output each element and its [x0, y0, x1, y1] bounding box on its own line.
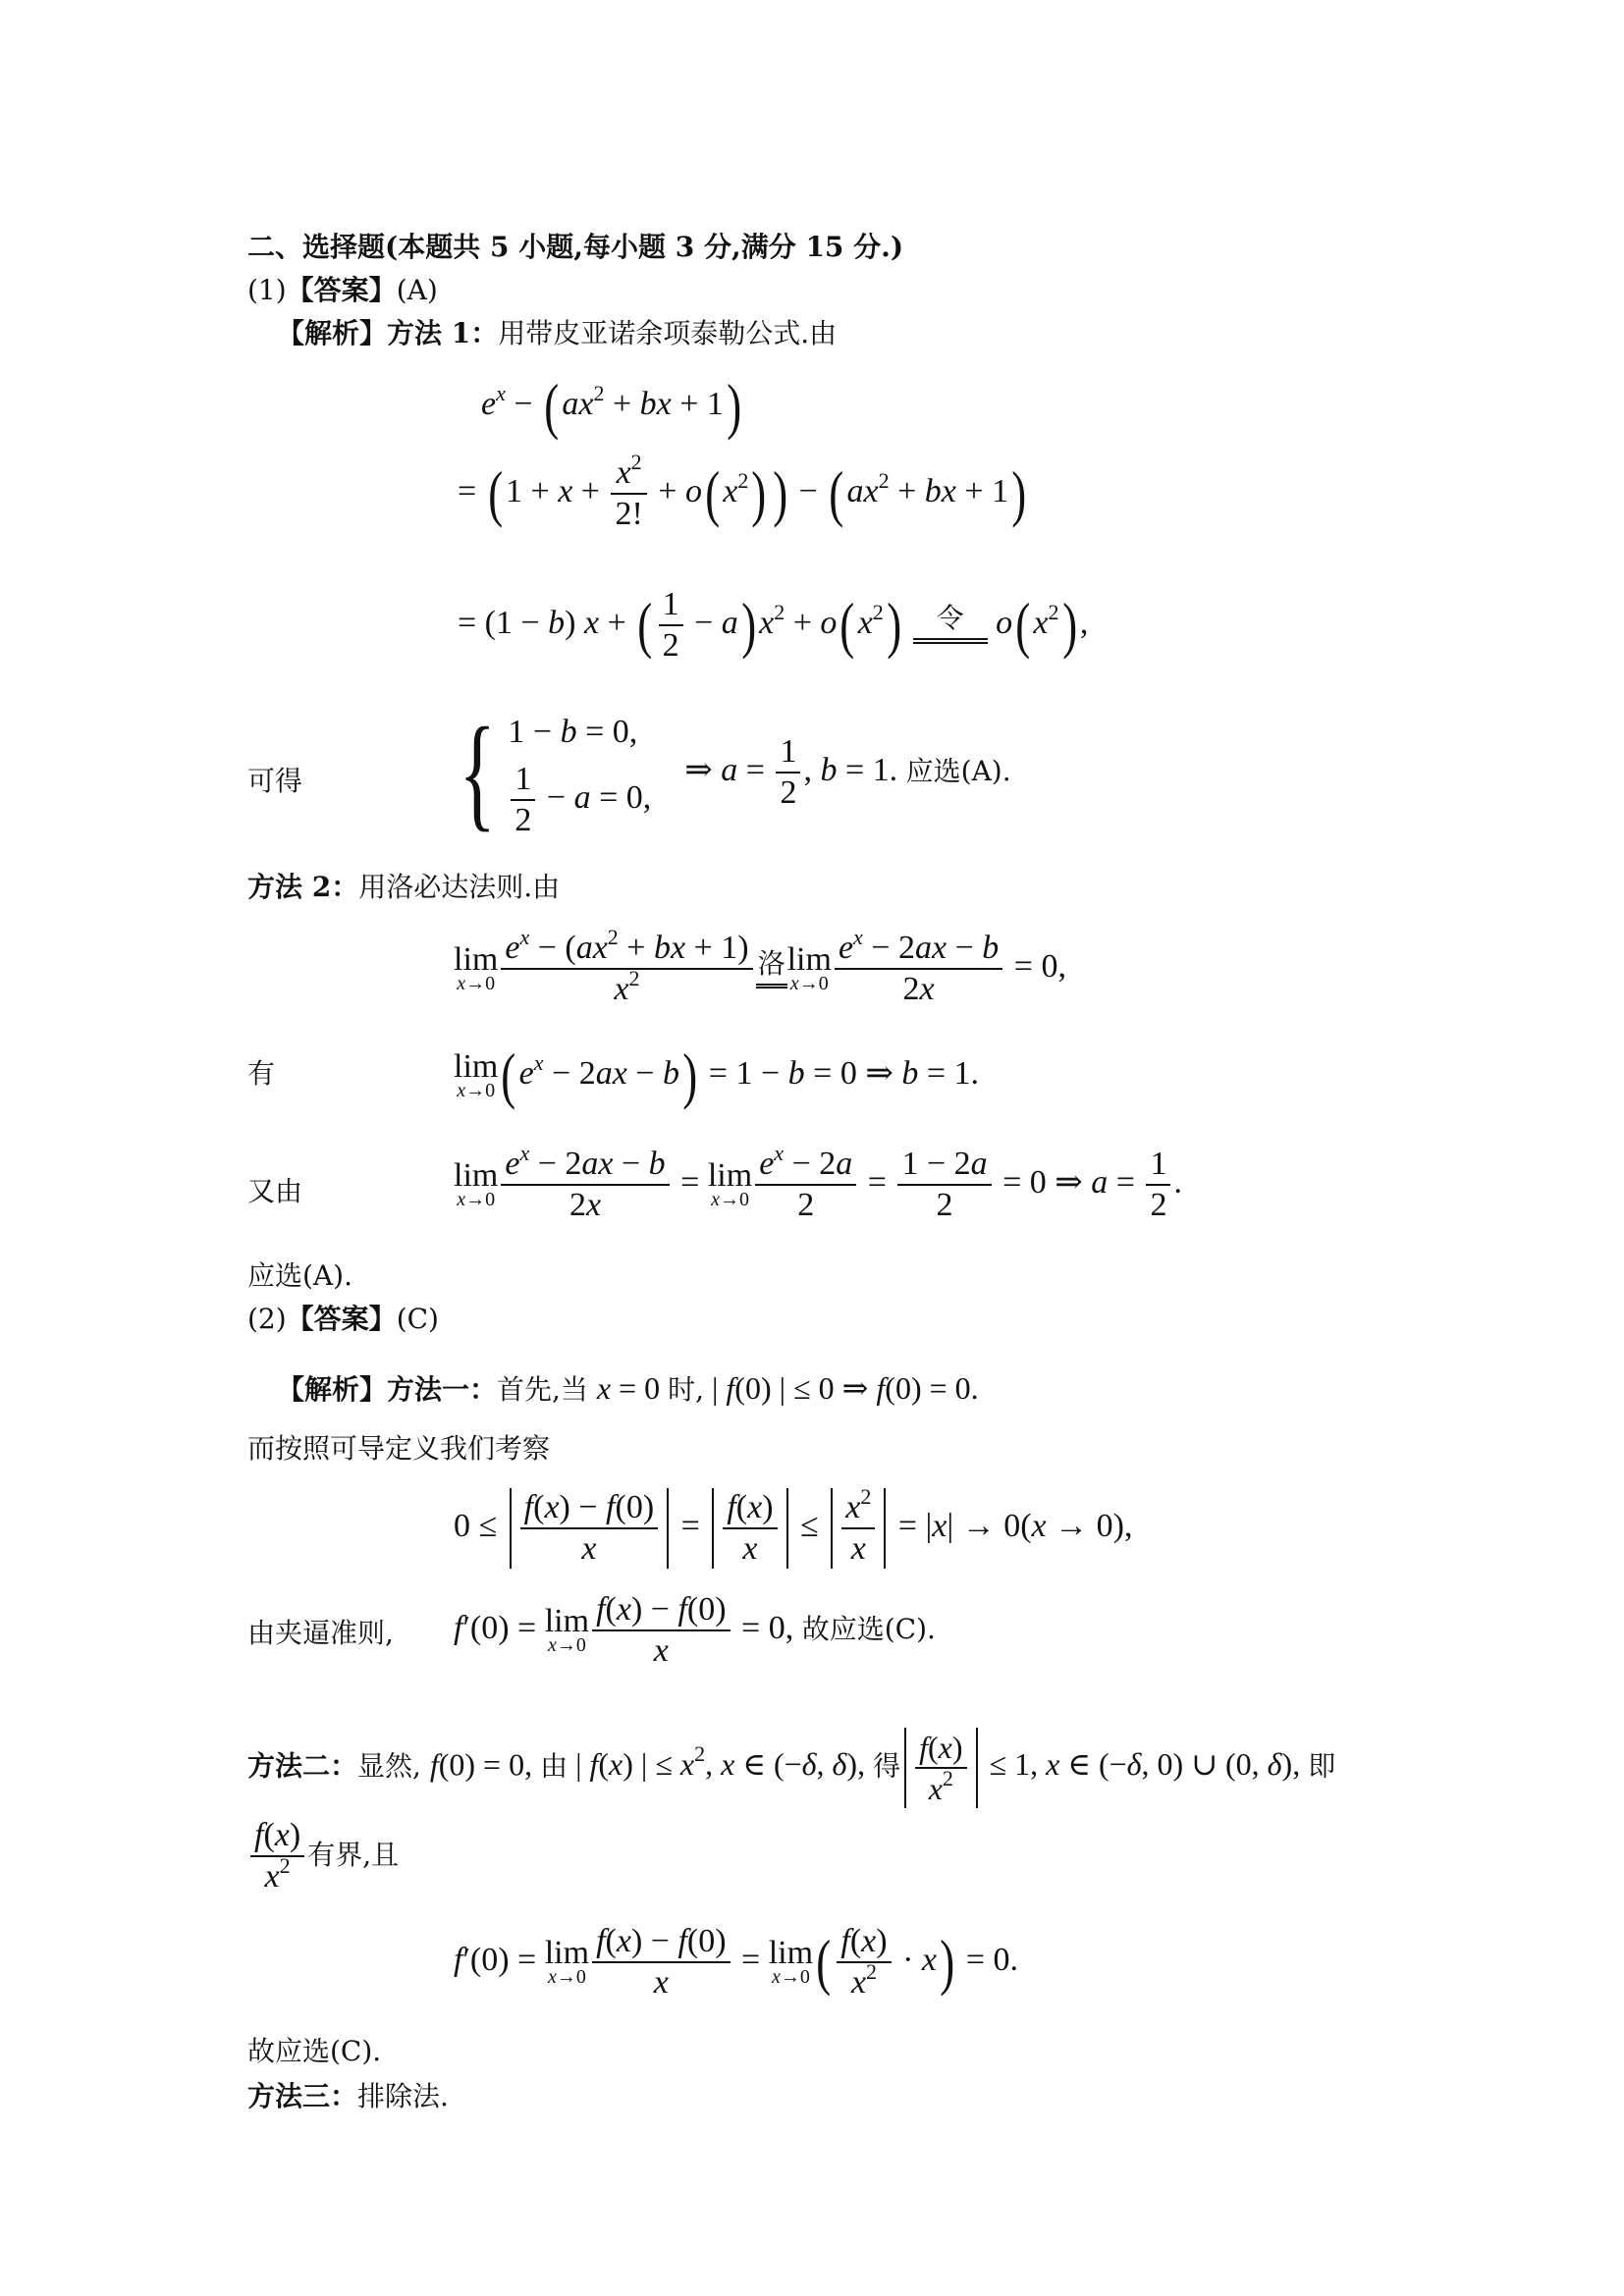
q2-final: 故应选(C). — [247, 2035, 382, 2067]
q2-bounded-line: $\frac{f(x)}{x^2}$ 有界,且 — [247, 1816, 399, 1896]
q1-final: 应选(A). — [247, 1259, 352, 1292]
q2-bounded: 有界,且 — [307, 1838, 400, 1871]
q1-eq2: = (1 + x + $\frac{x^2}{2!}$ + $o(x^2)) - (ax^2$ + bx + 1) — [458, 450, 1027, 532]
q1-kede: 可得 — [247, 765, 303, 797]
q1-youyou: 又由 — [247, 1175, 303, 1207]
q1-answer-value: (A) — [396, 274, 438, 306]
q2-deriv1: f′(0) = lim x→0 $\frac{f(x) - f(0)}{x}$ = 0, 故应选(C). — [454, 1591, 936, 1669]
q2-line2: 而按照可导定义我们考察 — [247, 1432, 551, 1465]
q2-method2-label: 方法二： — [247, 1749, 358, 1783]
q1-you: 有 — [247, 1057, 276, 1090]
q2-ineq: 0 ≤ $\frac{f(x) - f(0)}{x}$ = $\frac{f(x)}{x}$ ≤ $\frac{x^2}{x}$ = |x| → 0(x → 0), — [454, 1484, 1133, 1567]
q1-lim-eq3: lim x→0 $\frac{e^x - 2ax - b}{2x}$ = lim x→0 $\frac{e^x - 2a}{2}$ = $\frac{1 - 2a}{2}$ = 0 ⇒ a = $\frac{1}{2}$ . — [454, 1141, 1182, 1223]
luo-symbol: 洛 — [756, 944, 787, 988]
q1-answer-label: 【答案】 — [286, 274, 397, 306]
q2-method2-text1: 显然, — [357, 1749, 421, 1783]
q2-method3-line — [247, 2079, 449, 2114]
q2-deriv2: f′(0) = lim x→0 $\frac{f(x) - f(0)}{x}$ = lim x→0 ( $\frac{f(x)}{x^2}$ · x) = 0. — [454, 1923, 1019, 2001]
q1-method2-label: 方法 2： — [247, 871, 359, 903]
q2-method2-line: 方法二：显然, f(0) = 0, 由 | f(x) | ≤ $x^2$, x ∈ (−δ, δ), 得 $\frac{f(x)}{x^2}$ ≤ 1, x ∈ (−δ, 0) ∪ (0, δ), 即 — [247, 1730, 1336, 1806]
q1-answer-line — [247, 273, 438, 308]
q1-method2-text: 用洛必达法则.由 — [358, 871, 561, 903]
q1-method1-text: 用带皮亚诺余项泰勒公式.由 — [498, 317, 838, 349]
ling-symbol: 令 — [913, 599, 988, 644]
q2-analysis-label: 【解析】 — [277, 1373, 388, 1406]
q1-analysis-line — [277, 316, 837, 351]
q1-system: { 1 − b = 0, $\frac{1}{2}$ − a = 0, ⇒ a = $\frac{1}{2}$ , b = 1. 应选(A). — [459, 702, 1011, 843]
q2-ji: 即 — [1308, 1749, 1336, 1783]
q1-lim-eq2: lim x→0 $(e^x - 2ax - b) = 1 - b = 0$ ⇒ b = 1. — [454, 1041, 980, 1110]
q1-lim-eq1: lim x→0 $\frac{e^x - (ax^2 + bx + 1)}{x^2}$ 洛lim x→0 $\frac{e^x - 2ax - b}{2x}$ = 0, — [454, 925, 1066, 1007]
q2-answer-value: (C) — [396, 1303, 439, 1335]
q2-number: (2) — [247, 1303, 287, 1335]
q1-eq3: = (1 − b) x + ( $\frac{1}{2}$ − $a)x^2 + o(x^2)$ 令 $o(x^2)$, — [458, 586, 1089, 664]
q2-method1-label: 方法一： — [387, 1373, 498, 1406]
q1-method2-line — [247, 870, 560, 905]
q1-number: (1) — [247, 274, 287, 306]
q2-answer-line — [247, 1302, 439, 1337]
q2-analysis-line: 【解析】方法一：首先,当 x = 0 时, | f(0) | ≤ 0 ⇒ f(0) = 0. — [277, 1370, 979, 1406]
section-title: 二、选择题(本题共 5 小题,每小题 3 分,满分 15 分.) — [247, 231, 904, 263]
q2-answer-label: 【答案】 — [286, 1303, 397, 1335]
q2-shi: 时, — [668, 1373, 704, 1406]
q2-jiabi: 由夹逼准则, — [247, 1617, 394, 1649]
q1-eq1: $e^x - (ax^2$ + bx + 1) — [481, 371, 742, 441]
q2-method1-text: 首先,当 — [497, 1373, 588, 1406]
q2-you: 由 — [540, 1749, 568, 1783]
q2-de: 得 — [873, 1749, 901, 1783]
q2-method3-text: 排除法. — [357, 2080, 449, 2112]
q2-select-c: 故应选(C). — [801, 1612, 936, 1645]
q1-method1-label: 方法 1： — [387, 317, 499, 349]
q1-analysis-label: 【解析】 — [277, 317, 388, 349]
q2-method3-label: 方法三： — [247, 2080, 358, 2112]
q1-conclusion-text: 应选(A). — [905, 754, 1011, 787]
